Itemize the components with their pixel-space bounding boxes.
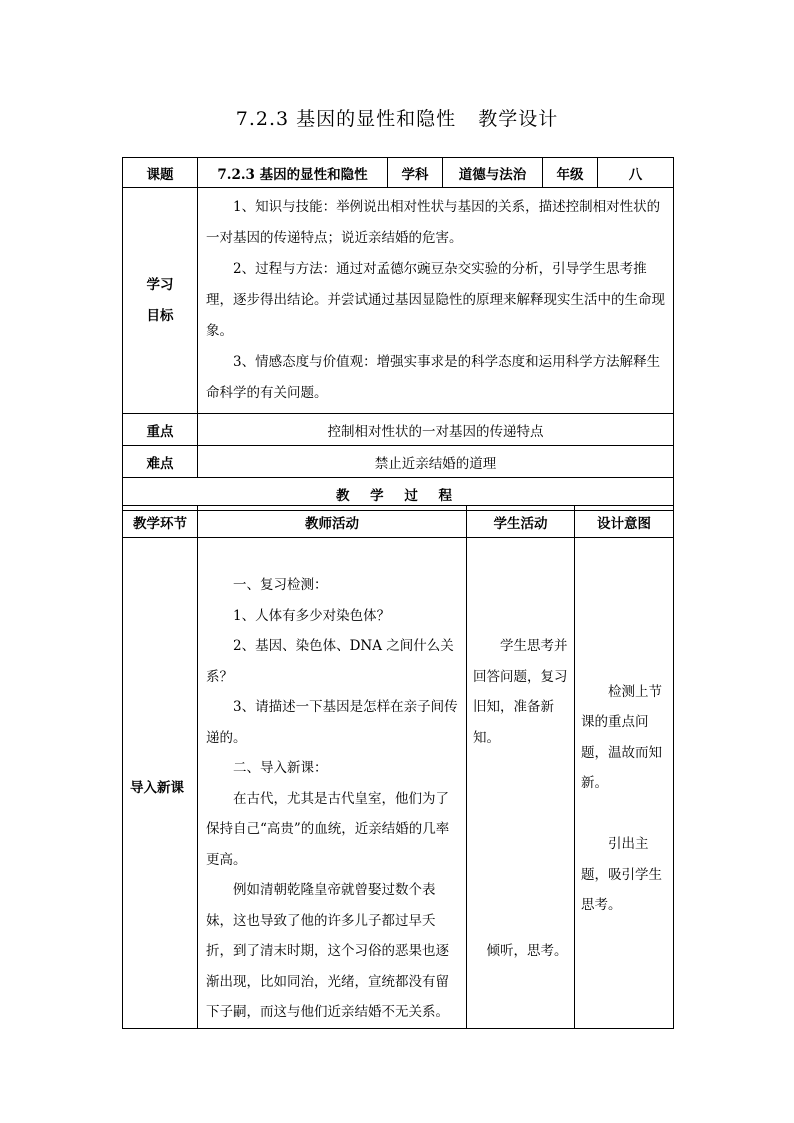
teacher-line: 3、请描述一下基因是怎样在亲子间传递的。 — [206, 699, 458, 746]
key-point-row — [123, 414, 674, 446]
key-point-label: 重点 — [123, 414, 198, 446]
topic-label: 课题 — [123, 158, 198, 188]
teacher-line: 在古代，尤其是古代皇室，他们为了保持自己“高贵”的血统，近亲结婚的几率更高。 — [206, 790, 450, 868]
process-table — [122, 505, 674, 1029]
col-student: 学生活动 — [467, 506, 575, 538]
design-line: 检测上节课的重点问题，温故而知新。 — [581, 683, 662, 792]
process-content-row — [123, 538, 674, 1029]
objectives-label-line2: 目标 — [146, 307, 174, 324]
design-line: 引出主题，吸引学生思考。 — [581, 836, 662, 914]
title-sub: 教学设计 — [478, 108, 559, 130]
teacher-line: 一、复习检测： — [233, 577, 328, 593]
objective-item: 2、过程与方法：通过对孟德尔豌豆杂交实验的分析，引导学生思考推理，逐步得出结论。并尝试通过基因显隐性的原理来解释现实生活中的生命现象。 — [206, 261, 665, 339]
teacher-line: 2、基因、染色体、DNA 之间什么关系？ — [206, 638, 454, 685]
objectives-label-line1: 学习 — [146, 276, 174, 293]
teacher-line: 二、导入新课： — [233, 760, 328, 776]
subject-value: 道德与法治 — [443, 158, 543, 188]
grade-label: 年级 — [543, 158, 598, 188]
teacher-activity — [198, 538, 467, 1029]
col-teacher: 教师活动 — [198, 506, 467, 538]
objective-item: 1、知识与技能：举例说出相对性状与基因的关系，描述控制相对性状的一对基因的传递特点；说近亲结婚的危害。 — [206, 199, 661, 246]
teacher-line: 1、人体有多少对染色体？ — [233, 607, 391, 624]
topic-value: 7.2.3 基因的显性和隐性 — [198, 158, 388, 188]
difficulty-label: 难点 — [123, 446, 198, 478]
difficulty-value: 禁止近亲结婚的道理 — [198, 446, 674, 478]
objective-item: 3、情感态度与价值观：增强实事求是的科学态度和运用科学方法解释生命科学的有关问题。 — [206, 354, 661, 401]
student-line: 倾听，思考。 — [486, 943, 568, 959]
col-design: 设计意图 — [575, 506, 674, 538]
objectives-content — [198, 188, 674, 414]
objectives-label — [123, 188, 198, 414]
stage-label: 导入新课 — [123, 538, 198, 1029]
student-activity — [467, 538, 575, 1029]
lesson-plan-table — [122, 157, 674, 511]
process-header-row — [123, 506, 674, 538]
objectives-row — [123, 188, 674, 414]
col-stage: 教学环节 — [123, 506, 198, 538]
student-line: 学生思考并回答问题，复习旧知，准备新知。 — [473, 638, 568, 746]
header-row — [123, 158, 674, 188]
key-point-value: 控制相对性状的一对基因的传递特点 — [198, 414, 674, 446]
design-intent — [575, 538, 674, 1029]
teacher-line: 例如清朝乾隆皇帝就曾娶过数个表妹，这也导致了他的许多儿子都过早夭折，到了清末时期，这个习俗的恶果也逐渐出现，比如同治，光绪，宣统都没有留下子嗣，而这与他们近亲结婚不无关系。 — [206, 882, 449, 1020]
process-section-title: 教 学 过 程 — [123, 478, 674, 511]
difficulty-row — [123, 446, 674, 478]
document-title — [0, 104, 794, 131]
grade-value: 八 — [598, 158, 674, 188]
title-main: 7.2.3 基因的显性和隐性 — [235, 108, 457, 130]
subject-label: 学科 — [388, 158, 443, 188]
